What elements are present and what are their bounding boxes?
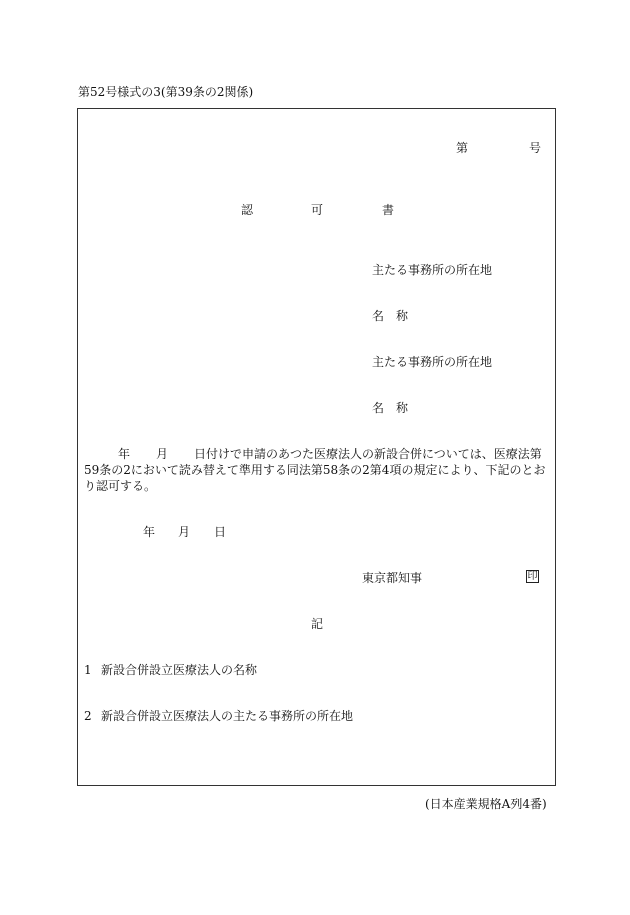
number-go: 号 [529,141,542,155]
applicant-2-name-label: 名 称 [372,401,409,415]
item-2-number: 2 [84,709,92,723]
date-month: 月 [178,525,191,539]
applicant-1-name-label: 名 称 [372,309,409,323]
title-char-3: 書 [382,203,395,217]
body-paragraph [84,446,552,494]
date-year: 年 [143,525,156,539]
body-month: 月 [156,447,169,461]
title-char-2: 可 [311,203,324,217]
item-1-number: 1 [84,663,92,677]
form-header: 第52号様式の3(第39条の2関係) [78,85,254,99]
title-char-1: 認 [241,203,254,217]
seal-stamp: 印 [527,571,538,582]
applicant-2-address-label: 主たる事務所の所在地 [372,355,493,369]
number-dai: 第 [456,141,469,155]
body-text: 日付けで申請のあつた医療法人の新設合併については、医療法第59条の2において読み替えて準用する同法第58条の2第4項の規定により、下記のとおり認可する。 [84,447,546,493]
body-year: 年 [118,447,131,461]
footer-note: (日本産業規格A列4番) [425,797,547,811]
date-day: 日 [214,525,227,539]
item-2-text: 新設合併設立医療法人の主たる事務所の所在地 [101,709,354,723]
issuer-label: 東京都知事 [362,571,423,585]
applicant-1-address-label: 主たる事務所の所在地 [372,263,493,277]
item-1-text: 新設合併設立医療法人の名称 [101,663,258,677]
ki-heading: 記 [311,617,324,631]
